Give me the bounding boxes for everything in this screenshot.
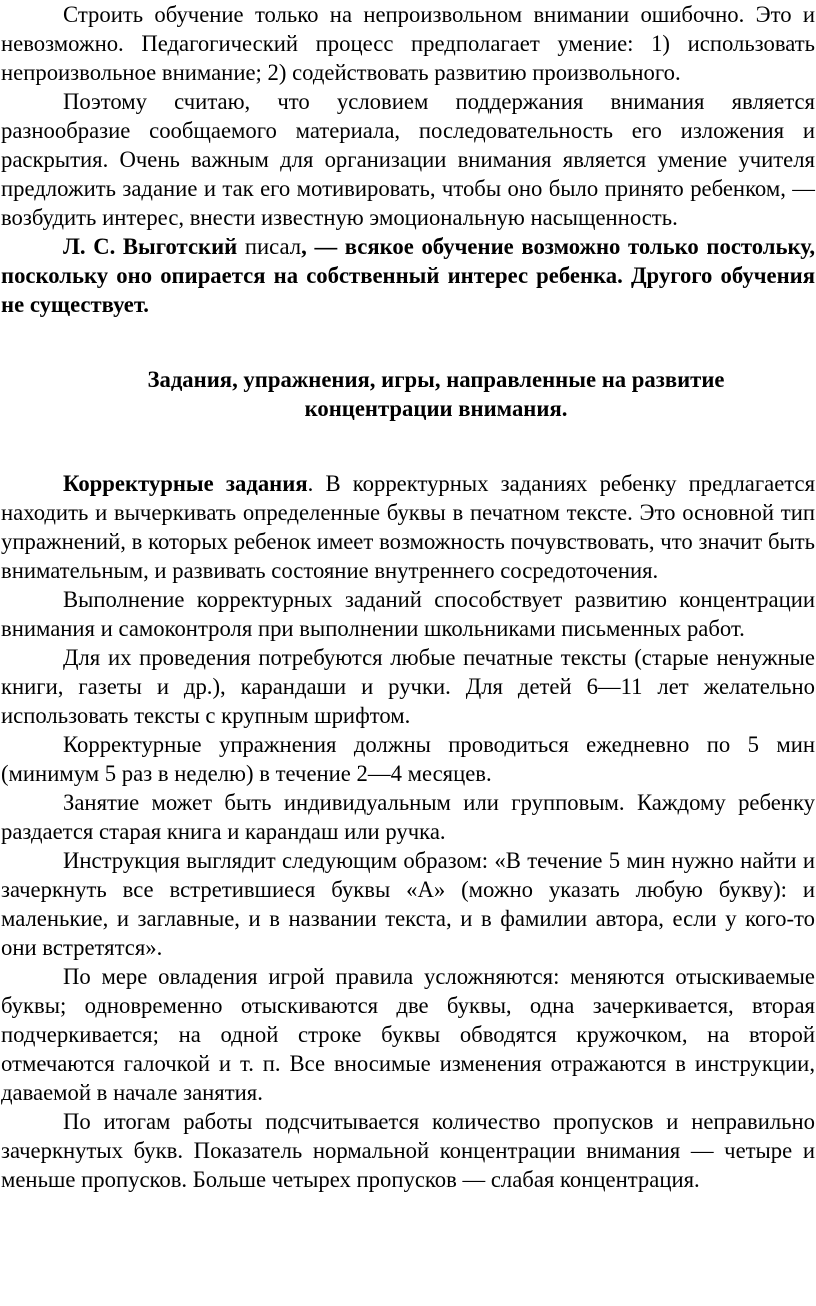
- section-heading: Задания, упражнения, игры, направленные на развитие концентрации внимания.: [147, 367, 725, 421]
- paragraph-involuntary-attention: Строить обучение только на непроизвольном внимании ошибочно. Это и невозможно. Педагогический процесс предполагает умение: 1) использовать непроизвольное внимание; 2) содействовать развитию произвольного.: [1, 2, 815, 85]
- paragraph-vygotsky-quote: [1, 232, 815, 319]
- paragraph-materials: Для их проведения потребуются любые печатные тексты (старые ненужные книги, газеты и др.), карандаши и ручки. Для детей 6—11 лет желательно использовать тексты с крупным шрифтом.: [1, 645, 815, 728]
- proofreading-description: . В корректурных заданиях ребенку предлагается находить и вычеркивать определенные буквы в печатном тексте. Это основной тип упражнений, в которых ребенок имеет возможность почувствовать, что значит быть внимательным, и развивать состояние внутреннего сосредоточения.: [1, 471, 815, 583]
- paragraph-proofreading-benefits: Выполнение корректурных заданий способствует развитию концентрации внимания и самоконтроля при выполнении школьниками письменных работ.: [1, 587, 815, 641]
- quote-verb: писал: [237, 234, 302, 259]
- quote-author: Л. С. Выготский: [63, 234, 238, 259]
- term-proofreading-tasks: Корректурные задания: [63, 471, 308, 496]
- paragraph-schedule: Корректурные упражнения должны проводиться ежедневно по 5 мин (минимум 5 раз в неделю) в течение 2—4 месяцев.: [1, 732, 815, 786]
- paragraph-instruction: Инструкция выглядит следующим образом: «В течение 5 мин нужно найти и зачеркнуть все встретившиеся буквы «А» (можно указать любую букву): и маленькие, и заглавные, и в названии текста, и в фамилии автора, если у кого-то они встретятся».: [1, 848, 815, 960]
- paragraph-results: По итогам работы подсчитывается количество пропусков и неправильно зачеркнутых букв. Показатель нормальной концентрации внимания — четыре и меньше пропусков. Больше четырех пропусков — слабая концентрация.: [1, 1109, 815, 1192]
- paragraph-proofreading-tasks: [1, 469, 815, 585]
- quote-text: , — всякое обучение возможно только постольку, поскольку оно опирается на собственный интерес ребенка. Другого обучения не существует.: [1, 234, 815, 317]
- paragraph-attention-conditions: Поэтому считаю, что условием поддержания внимания является разнообразие сообщаемого материала, последовательность его изложения и раскрытия. Очень важным для организации внимания является умение учителя предложить задание и так его мотивировать, чтобы оно было принято ребенком, — возбудить интерес, внести известную эмоциональную насыщенность.: [1, 89, 815, 230]
- paragraph-complications: По мере овладения игрой правила усложняются: меняются отыскиваемые буквы; одновременно отыскиваются две буквы, одна зачеркивается, вторая подчеркивается; на одной строке буквы обводятся кружочком, на второй отмечаются галочкой и т. п. Все вносимые изменения отражаются в инструкции, даваемой в начале занятия.: [1, 964, 815, 1105]
- paragraph-session-format: Занятие может быть индивидуальным или групповым. Каждому ребенку раздается старая книга и карандаш или ручка.: [1, 790, 815, 844]
